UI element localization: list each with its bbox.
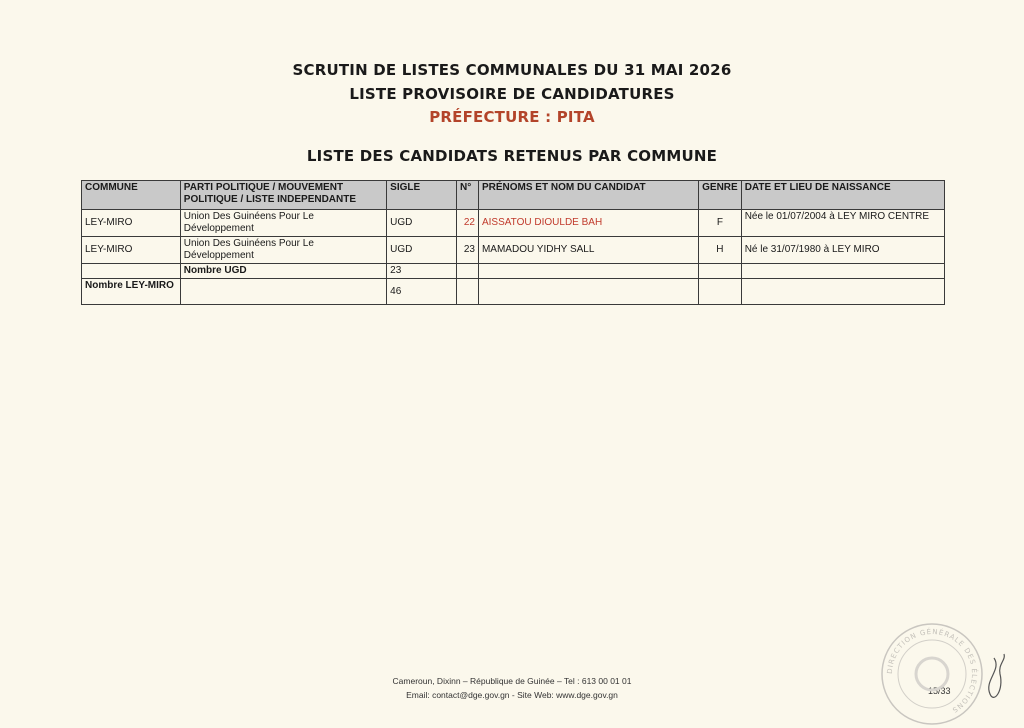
subtotal-value: 23: [387, 264, 457, 279]
cell-num: 23: [457, 237, 479, 264]
cell-parti: Union Des Guinéens Pour Le Développement: [180, 210, 386, 237]
cell-empty: [82, 264, 181, 279]
cell-empty: [457, 264, 479, 279]
table-header-row: [82, 181, 945, 210]
total-row: [82, 279, 945, 305]
candidates-table: [81, 180, 945, 305]
cell-genre: F: [699, 210, 742, 237]
subtotal-row: [82, 264, 945, 279]
footer-address: Cameroun, Dixinn – République de Guinée – Tel : 613 00 01 01: [392, 676, 632, 686]
cell-empty: [699, 279, 742, 305]
page-number: 15/33: [928, 686, 951, 696]
total-value: 46: [387, 279, 457, 305]
subtotal-label: Nombre UGD: [180, 264, 386, 279]
title-candidates: LISTE DES CANDIDATS RETENUS PAR COMMUNE: [306, 147, 718, 165]
cell-naissance: Née le 01/07/2004 à LEY MIRO CENTRE: [741, 210, 944, 237]
title-election: SCRUTIN DE LISTES COMMUNALES DU 31 MAI 2026: [292, 61, 732, 79]
table-row: [82, 210, 945, 237]
cell-empty: [699, 264, 742, 279]
cell-empty: [478, 264, 698, 279]
cell-sigle: UGD: [387, 237, 457, 264]
cell-sigle: UGD: [387, 210, 457, 237]
cell-commune: LEY-MIRO: [82, 210, 181, 237]
table-row: [82, 237, 945, 264]
cell-nom: MAMADOU YIDHY SALL: [478, 237, 698, 264]
total-label: Nombre LEY-MIRO: [82, 279, 181, 305]
col-header-nom: PRÉNOMS ET NOM DU CANDIDAT: [478, 181, 698, 210]
col-header-sigle: SIGLE: [387, 181, 457, 210]
col-header-naissance: DATE ET LIEU DE NAISSANCE: [741, 181, 944, 210]
cell-parti: Union Des Guinéens Pour Le Développement: [180, 237, 386, 264]
col-header-num: N°: [457, 181, 479, 210]
cell-commune: LEY-MIRO: [82, 237, 181, 264]
cell-genre: H: [699, 237, 742, 264]
cell-naissance: Né le 31/07/1980 à LEY MIRO: [741, 237, 944, 264]
cell-empty: [478, 279, 698, 305]
cell-empty: [457, 279, 479, 305]
cell-num: 22: [457, 210, 479, 237]
cell-empty: [180, 279, 386, 305]
official-stamp-icon: [878, 620, 986, 728]
cell-empty: [741, 279, 944, 305]
title-list: LISTE PROVISOIRE DE CANDIDATURES: [349, 85, 675, 103]
cell-nom: AISSATOU DIOULDE BAH: [478, 210, 698, 237]
col-header-parti: PARTI POLITIQUE / MOUVEMENT POLITIQUE / LISTE INDEPENDANTE: [180, 181, 386, 210]
svg-text:DIRECTION GÉNÉRALE DES ÉLECTIO: DIRECTION GÉNÉRALE DES ÉLECTIONS: [885, 627, 979, 715]
col-header-genre: GENRE: [699, 181, 742, 210]
signature-mark-icon: [980, 650, 1010, 710]
footer-contact: Email: contact@dge.gov.gn - Site Web: www.dge.gov.gn: [406, 690, 618, 700]
cell-empty: [741, 264, 944, 279]
title-prefecture: PRÉFECTURE : PITA: [429, 108, 595, 126]
col-header-commune: COMMUNE: [82, 181, 181, 210]
